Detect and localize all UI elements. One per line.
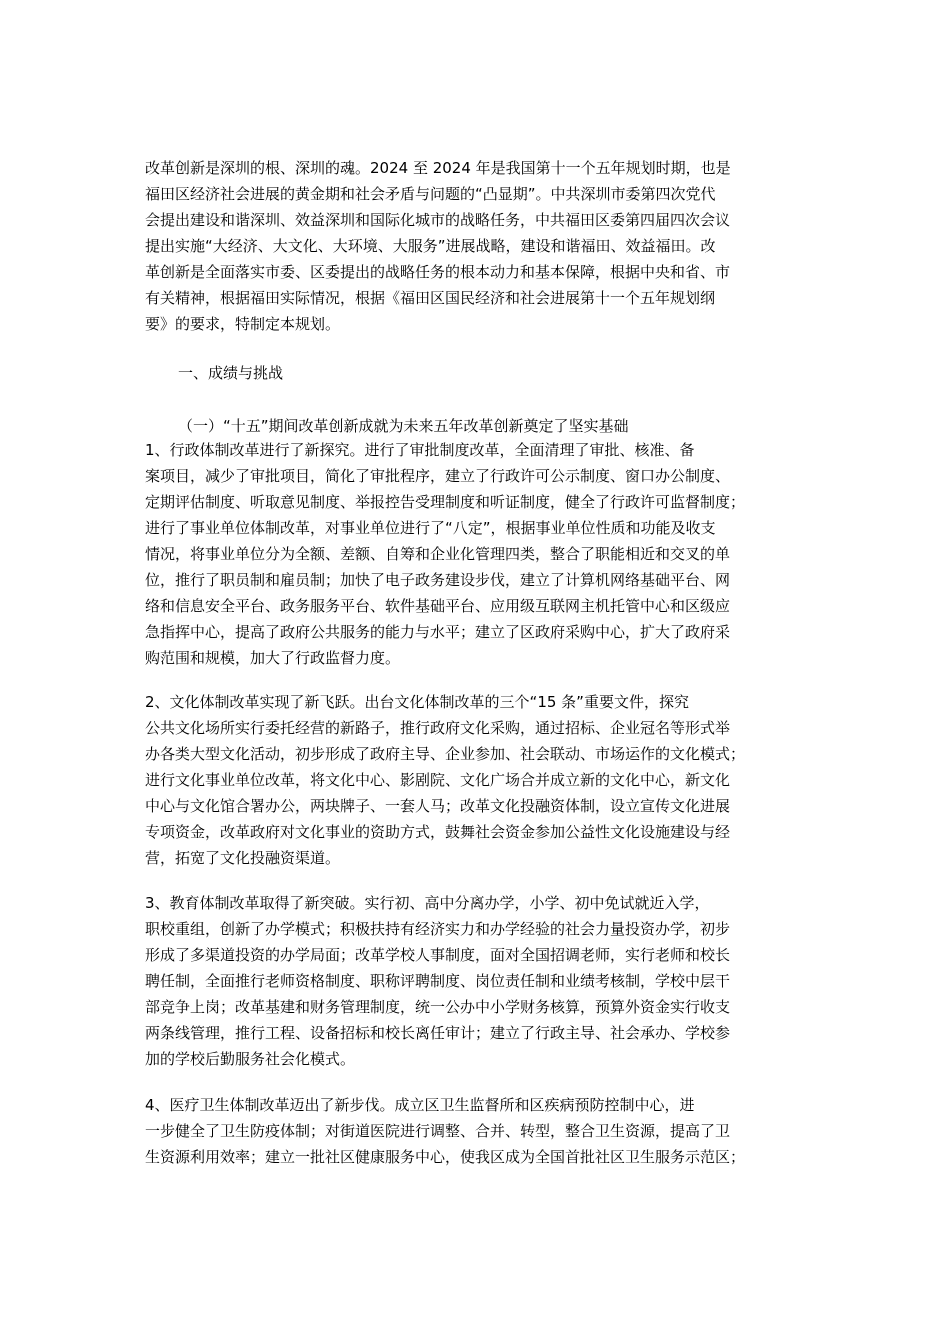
text-line: 中心与文化馆合署办公，两块牌子、一套人马；改革文化投融资体制，设立宣传文化进展 — [145, 797, 731, 815]
text-line: 加的学校后勤服务社会化模式。 — [145, 1050, 356, 1068]
paragraph-cultural-reform — [145, 689, 805, 871]
text-line: 聘任制，全面推行老师资格制度、职称评聘制度、岗位责任制和业绩考核制，学校中层干 — [145, 972, 731, 990]
text-line: 购范围和规模，加大了行政监督力度。 — [145, 649, 401, 667]
text-line: 公共文化场所实行委托经营的新路子，推行政府文化采购，通过招标、企业冠名等形式举 — [145, 719, 731, 737]
text-line: 形成了多渠道投资的办学局面；改革学校人事制度，面对全国招调老师，实行老师和校长 — [145, 946, 731, 964]
text-line: 案项目，减少了审批项目，简化了审批程序，建立了行政许可公示制度、窗口办公制度、 — [145, 467, 731, 485]
text-line: 有关精神，根据福田实际情况，根据《福田区国民经济和社会进展第十一个五年规划纲 — [145, 289, 716, 307]
text-line: 职校重组，创新了办学模式；积极扶持有经济实力和办学经验的社会力量投资办学，初步 — [145, 920, 731, 938]
text-line: 4、医疗卫生体制改革迈出了新步伐。成立区卫生监督所和区疾病预防控制中心，进 — [145, 1096, 695, 1114]
text-line: 福田区经济社会进展的黄金期和社会矛盾与问题的“凸显期”。中共深圳市委第四次党代 — [145, 185, 716, 203]
text-line: 进行文化事业单位改革，将文化中心、影剧院、文化广场合并成立新的文化中心，新文化 — [145, 771, 731, 789]
text-line: 2、文化体制改革实现了新飞跃。出台文化体制改革的三个“15 条”重要文件，探究 — [145, 693, 689, 711]
text-line: 进行了事业单位体制改革，对事业单位进行了“八定”，根据事业单位性质和功能及收支 — [145, 519, 716, 537]
text-line: 3、教育体制改革取得了新突破。实行初、高中分离办学，小学、初中免试就近入学， — [145, 894, 710, 912]
text-line: 情况，将事业单位分为全额、差额、自筹和企业化管理四类，整合了职能相近和交叉的单 — [145, 545, 731, 563]
text-line: 革创新是全面落实市委、区委提出的战略任务的根本动力和基本保障，根据中央和省、市 — [145, 263, 731, 281]
paragraph-administrative-reform — [145, 437, 805, 671]
intro-paragraph — [145, 155, 805, 337]
text-line: 专项资金，改革政府对文化事业的资助方式，鼓舞社会资金参加公益性文化设施建设与经 — [145, 823, 731, 841]
text-line: 营，拓宽了文化投融资渠道。 — [145, 849, 341, 867]
text-line: 办各类大型文化活动，初步形成了政府主导、企业参加、社会联动、市场运作的文化模式； — [145, 745, 746, 763]
text-line: 会提出建设和谐深圳、效益深圳和国际化城市的战略任务，中共福田区委第四届四次会议 — [145, 211, 731, 229]
text-line: 要》的要求，特制定本规划。 — [145, 315, 341, 333]
paragraph-medical-reform — [145, 1092, 805, 1170]
text-line: 提出实施“大经济、大文化、大环境、大服务”进展战略，建设和谐福田、效益福田。改 — [145, 237, 716, 255]
text-line: 急指挥中心，提高了政府公共服务的能力与水平；建立了区政府采购中心，扩大了政府采 — [145, 623, 731, 641]
paragraph-education-reform — [145, 890, 805, 1072]
text-line: 部竞争上岗；改革基建和财务管理制度，统一公办中小学财务核算，预算外资金实行收支 — [145, 998, 731, 1016]
text-line: 定期评估制度、听取意见制度、举报控告受理制度和听证制度，健全了行政许可监督制度； — [145, 493, 746, 511]
text-line: 1、行政体制改革进行了新探究。进行了审批制度改革，全面清理了审批、核准、备 — [145, 441, 695, 459]
text-line: 一步健全了卫生防疫体制；对街道医院进行调整、合并、转型，整合卫生资源，提高了卫 — [145, 1122, 731, 1140]
text-line: 两条线管理，推行工程、设备招标和校长离任审计；建立了行政主导、社会承办、学校参 — [145, 1024, 731, 1042]
text-line: 络和信息安全平台、政务服务平台、软件基础平台、应用级互联网主机托管中心和区级应 — [145, 597, 731, 615]
text-line: 位，推行了职员制和雇员制；加快了电子政务建设步伐，建立了计算机网络基础平台、网 — [145, 571, 731, 589]
subsection-title: （一）“十五”期间改革创新成就为未来五年改革创新奠定了坚实基础 — [178, 417, 629, 435]
text-line: 生资源利用效率；建立一批社区健康服务中心，使我区成为全国首批社区卫生服务示范区； — [145, 1148, 746, 1166]
text-line: 改革创新是深圳的根、深圳的魂。2024 至 2024 年是我国第十一个五年规划时期，也是 — [145, 159, 731, 177]
section-title: 一、成绩与挑战 — [178, 364, 284, 382]
